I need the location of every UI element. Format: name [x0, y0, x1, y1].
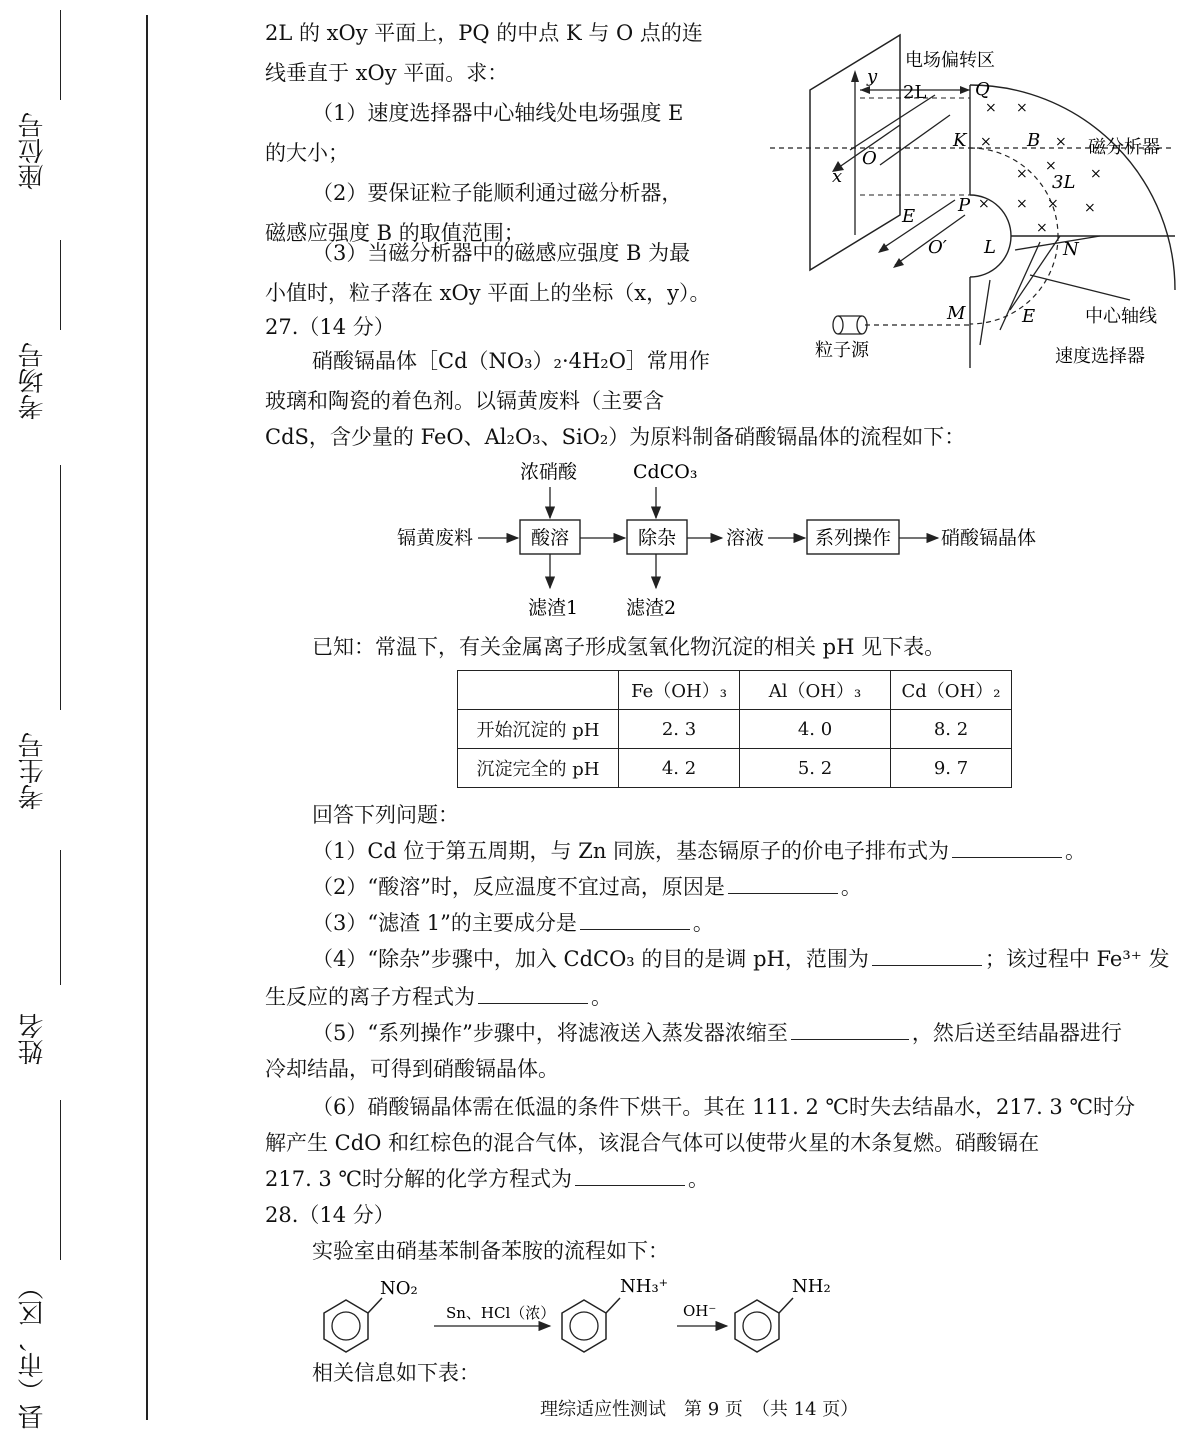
svg-text:×: × — [1036, 220, 1048, 236]
step-acid-dissolve: 酸溶 — [531, 527, 570, 549]
answer-blank[interactable] — [478, 981, 588, 1004]
answer-prompt: 回答下列问题： — [312, 803, 459, 827]
reagent-sn-hcl: Sn、HCl（浓） — [446, 1304, 556, 1322]
q27-sub-4: （4）“除杂”步骤中，加入 CdCO₃ 的目的是调 pH，范围为 ；该过程中 Fe³⁺ 发 — [312, 940, 1170, 978]
table-header-row — [458, 671, 1012, 710]
nitrobenzene — [324, 1278, 418, 1352]
particle-source — [833, 316, 867, 334]
q27-header: 27.（14 分） — [265, 315, 395, 339]
field-b-label: B — [1027, 130, 1041, 151]
deflection-field-e: E — [902, 206, 916, 227]
table-cell: 4. 0 — [740, 710, 891, 749]
table-header-cell: Al（OH）₃ — [740, 671, 891, 710]
reagent-nitric-acid: 浓硝酸 — [520, 461, 578, 483]
residue-2: 滤渣2 — [626, 597, 677, 619]
flow-end: 硝酸镉晶体 — [941, 527, 1037, 549]
svg-text:×: × — [985, 100, 997, 116]
table-cell: 9. 7 — [891, 749, 1012, 788]
answer-blank[interactable] — [952, 835, 1062, 858]
point-m-label: M — [947, 303, 966, 324]
y-axis-label: y — [867, 66, 878, 87]
q27-intro-1: 硝酸镉晶体［Cd（NO₃）₂·4H₂O］常用作 — [312, 349, 710, 373]
ph-table — [457, 670, 1012, 788]
answer-blank[interactable] — [575, 1163, 685, 1186]
answer-blank[interactable] — [580, 907, 690, 930]
q26-part1-a: （1）速度选择器中心轴线处电场强度 E — [312, 101, 684, 125]
selector-field-e: E — [1022, 306, 1036, 327]
origin-label: O — [862, 148, 877, 169]
svg-text:×: × — [978, 196, 990, 212]
velocity-selector-label: 速度选择器 — [1055, 346, 1145, 367]
svg-text:×: × — [980, 134, 992, 150]
table-cell: 4. 2 — [619, 749, 740, 788]
svg-text:×: × — [1045, 158, 1057, 174]
ammonium-group: NH₃⁺ — [620, 1276, 669, 1297]
q27-sub-6-b: 解产生 CdO 和红棕色的混合气体，该混合气体可以使带火星的木条复燃。硝酸镉在 — [265, 1131, 1040, 1155]
name-line — [60, 850, 61, 985]
q27-sub-6-c: 217. 3 ℃时分解的化学方程式为 。 — [265, 1160, 709, 1198]
svg-text:×: × — [1016, 166, 1028, 182]
table-cell: 2. 3 — [619, 710, 740, 749]
point-n-label: N — [1063, 239, 1079, 260]
answer-blank[interactable] — [872, 943, 982, 966]
exam-room-label: 考场号 — [18, 342, 48, 420]
magnetic-field-crosses — [978, 100, 1102, 236]
table-cell: 沉淀完全的 pH — [458, 749, 619, 788]
county-label: 县（市、区） — [18, 1274, 48, 1430]
q27-sub-4-cont: 生反应的离子方程式为 。 — [265, 978, 612, 1016]
seat-number-line — [60, 10, 61, 100]
two-l-label: 2L — [903, 82, 927, 103]
name-label: 姓名 — [18, 1013, 48, 1065]
q26-line-1: 2L 的 xOy 平面上，PQ 的中点 K 与 O 点的连 — [265, 21, 703, 45]
amino-group: NH₂ — [792, 1276, 831, 1297]
table-cell: 5. 2 — [740, 749, 891, 788]
table-header-cell: Fe（OH）₃ — [619, 671, 740, 710]
q27-sub-2: （2）“酸溶”时，反应温度不宜过高，原因是 。 — [312, 868, 862, 906]
q28-header: 28.（14 分） — [265, 1203, 395, 1227]
name-field[interactable] — [18, 850, 68, 1080]
point-q-label: Q — [975, 79, 990, 100]
exam-room-line — [60, 240, 61, 330]
svg-text:×: × — [1055, 134, 1067, 150]
table-header-cell — [458, 671, 619, 710]
center-axis-label: 中心轴线 — [1085, 306, 1157, 327]
residue-1: 滤渣1 — [528, 597, 579, 619]
q28-info: 相关信息如下表： — [312, 1361, 480, 1385]
page-footer: 理综适应性测试 第 9 页 （共 14 页） — [540, 1399, 859, 1420]
point-oprime-label: O′ — [928, 237, 947, 258]
binding-line — [146, 15, 148, 1420]
table-header-cell: Cd（OH）₂ — [891, 671, 1012, 710]
table-row — [458, 749, 1012, 788]
exam-number-label: 考生号 — [18, 732, 48, 810]
flow-solution: 溶液 — [726, 527, 765, 549]
table-cell: 开始沉淀的 pH — [458, 710, 619, 749]
q26-part2-b: 磁感应强度 B 的取值范围； — [265, 221, 525, 245]
q26-part1-b: 的大小； — [265, 141, 349, 165]
q27-intro-2: 玻璃和陶瓷的着色剂。以镉黄废料（主要含 — [265, 389, 664, 413]
step-impurity-removal: 除杂 — [638, 527, 677, 549]
mag-analyzer-label: 磁分析器 — [1088, 137, 1160, 158]
q27-intro-3: CdS，含少量的 FeO、Al₂O₃、SiO₂）为原料制备硝酸镉晶体的流程如下： — [265, 425, 966, 449]
q27-sub-5-cont: 冷却结晶，可得到硝酸镉晶体。 — [265, 1057, 559, 1081]
exam-number-line — [60, 465, 61, 710]
answer-blank[interactable] — [791, 1017, 909, 1040]
step-series-operations: 系列操作 — [815, 527, 892, 549]
binding-strip — [0, 0, 150, 1437]
reagent-hydroxide: OH⁻ — [683, 1302, 717, 1320]
svg-text:×: × — [1047, 196, 1059, 212]
deflect-zone-label: 电场偏转区 — [905, 50, 995, 71]
table-cell: 8. 2 — [891, 710, 1012, 749]
svg-text:×: × — [1090, 166, 1102, 182]
q27-sub-3: （3）“滤渣 1”的主要成分是 。 — [312, 904, 714, 942]
q27-sub-1: （1）Cd 位于第五周期，与 Zn 同族，基态镉原子的价电子排布式为 。 — [312, 832, 1086, 870]
county-field[interactable] — [18, 1100, 68, 1430]
x-axis-label: x — [832, 166, 843, 187]
county-line — [60, 1100, 61, 1260]
seat-number-label: 座位号 — [18, 112, 48, 190]
point-k-label: K — [953, 130, 967, 151]
process-flowchart — [390, 455, 1060, 625]
flow-start: 镉黄废料 — [397, 527, 474, 549]
svg-text:×: × — [1016, 196, 1028, 212]
q26-part3-a: （3）当磁分析器中的磁感应强度 B 为最 — [312, 241, 691, 265]
nitro-group: NO₂ — [380, 1278, 418, 1299]
analyzer-inner-arc — [970, 195, 1011, 236]
aniline-synthesis-scheme — [300, 1268, 880, 1368]
point-p-label: P — [958, 195, 971, 216]
reagent-cdco3: CdCO₃ — [633, 461, 698, 483]
exam-room-field[interactable] — [18, 240, 68, 440]
q27-sub-5: （5）“系列操作”步骤中，将滤液送入蒸发器浓缩至 ，然后送至结晶器进行 — [312, 1014, 1122, 1052]
q26-part2-a: （2）要保证粒子能顺利通过磁分析器， — [312, 181, 683, 205]
q26-part3-b: 小值时，粒子落在 xOy 平面上的坐标（x，y）。 — [265, 281, 711, 305]
q27-sub-6: （6）硝酸镉晶体需在低温的条件下烘干。其在 111. 2 ℃时失去结晶水，217. 3 ℃时分 — [312, 1095, 1135, 1119]
three-l-label: 3L — [1052, 172, 1076, 193]
q26-line-2: 线垂直于 xOy 平面。求： — [265, 61, 509, 85]
svg-text:×: × — [1016, 100, 1028, 116]
anilinium — [562, 1276, 668, 1352]
answer-blank[interactable] — [728, 871, 838, 894]
mass-spectrometer-figure — [760, 20, 1180, 380]
svg-text:×: × — [1084, 200, 1096, 216]
seat-number-field[interactable] — [18, 10, 68, 210]
point-l-label: L — [984, 237, 996, 258]
q28-intro: 实验室由硝基苯制备苯胺的流程如下： — [312, 1239, 669, 1263]
table-row — [458, 710, 1012, 749]
q27-known: 已知：常温下，有关金属离子形成氢氧化物沉淀的相关 pH 见下表。 — [312, 635, 946, 659]
particle-source-label: 粒子源 — [815, 340, 869, 361]
exam-number-field[interactable] — [18, 465, 68, 825]
aniline — [735, 1276, 831, 1352]
